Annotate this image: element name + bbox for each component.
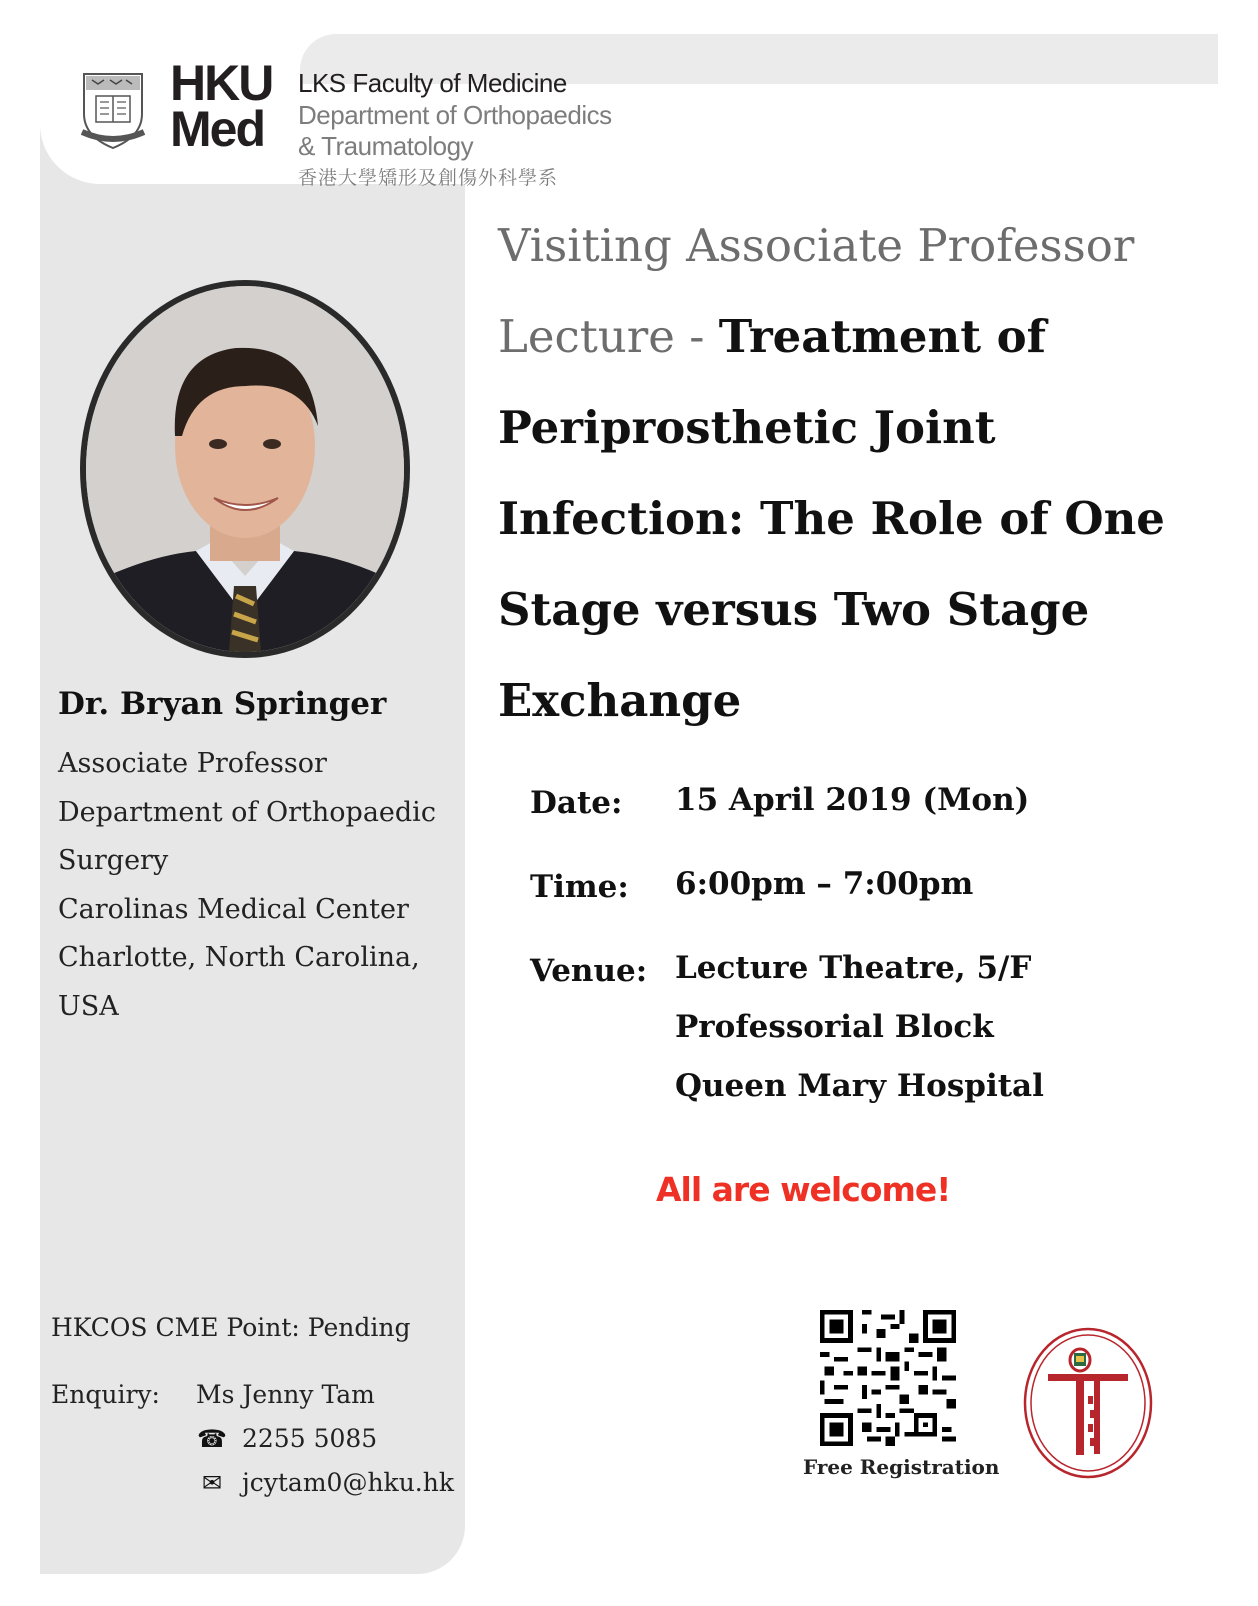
envelope-icon: ✉ — [201, 1469, 223, 1497]
welcome-message: All are welcome! — [656, 1170, 951, 1209]
phone-number: 2255 5085 — [242, 1424, 378, 1453]
speaker-line: Surgery — [58, 845, 169, 876]
contact-phone — [196, 1424, 377, 1453]
title-prefix: Visiting Associate Professor Lecture - — [498, 219, 1135, 363]
speaker-line: Department of Orthopaedic — [58, 796, 436, 828]
email-address[interactable]: jcytam0@hku.hk — [242, 1468, 454, 1497]
hku-crest-logo — [80, 70, 146, 150]
speaker-line: Carolinas Medical Center — [58, 893, 409, 925]
department-line-1: Department of Orthopaedics — [298, 100, 612, 130]
brand-wordmark — [170, 55, 273, 157]
department-chinese-name: 香港大學矯形及創傷外科學系 — [298, 167, 559, 189]
venue-value — [675, 939, 1044, 1116]
date-value: 15 April 2019 (Mon) — [675, 782, 1030, 818]
title-topic: Treatment of Periprosthetic Joint Infection: The Role of One Stage versus Two Stage Exchange — [498, 310, 1165, 727]
speaker-line: Charlotte, North Carolina, — [58, 942, 420, 973]
cme-point: HKCOS CME Point: Pending — [51, 1313, 411, 1342]
qr-caption: Free Registration — [803, 1455, 1000, 1479]
lecture-title — [498, 200, 1218, 746]
venue-label: Venue: — [530, 953, 648, 989]
venue-line: Queen Mary Hospital — [675, 1068, 1044, 1104]
contact-email[interactable] — [196, 1468, 454, 1497]
department-name — [298, 100, 678, 162]
time-value: 6:00pm – 7:00pm — [675, 866, 974, 902]
venue-line: Lecture Theatre, 5/F — [675, 950, 1032, 986]
speaker-affiliation — [58, 740, 453, 1031]
phone-icon: ☎ — [197, 1425, 227, 1453]
speaker-photo — [86, 286, 404, 652]
brand-word-med: Med — [170, 101, 264, 157]
faculty-name: LKS Faculty of Medicine — [298, 68, 567, 98]
time-label: Time: — [530, 869, 629, 905]
registration-qr-code[interactable] — [820, 1310, 956, 1446]
venue-line: Professorial Block — [675, 1009, 994, 1045]
date-label: Date: — [530, 785, 623, 821]
contact-name: Ms Jenny Tam — [196, 1380, 375, 1409]
speaker-line: Associate Professor — [58, 748, 327, 779]
speaker-photo-frame — [80, 280, 410, 658]
enquiry-label: Enquiry: — [51, 1380, 160, 1409]
department-emblem-logo — [1022, 1326, 1154, 1480]
speaker-portrait-illustration — [86, 286, 404, 652]
speaker-name: Dr. Bryan Springer — [58, 686, 387, 722]
brand-word-hku: HKU — [170, 55, 273, 111]
department-line-2: & Traumatology — [298, 131, 474, 161]
speaker-line: USA — [58, 990, 119, 1022]
